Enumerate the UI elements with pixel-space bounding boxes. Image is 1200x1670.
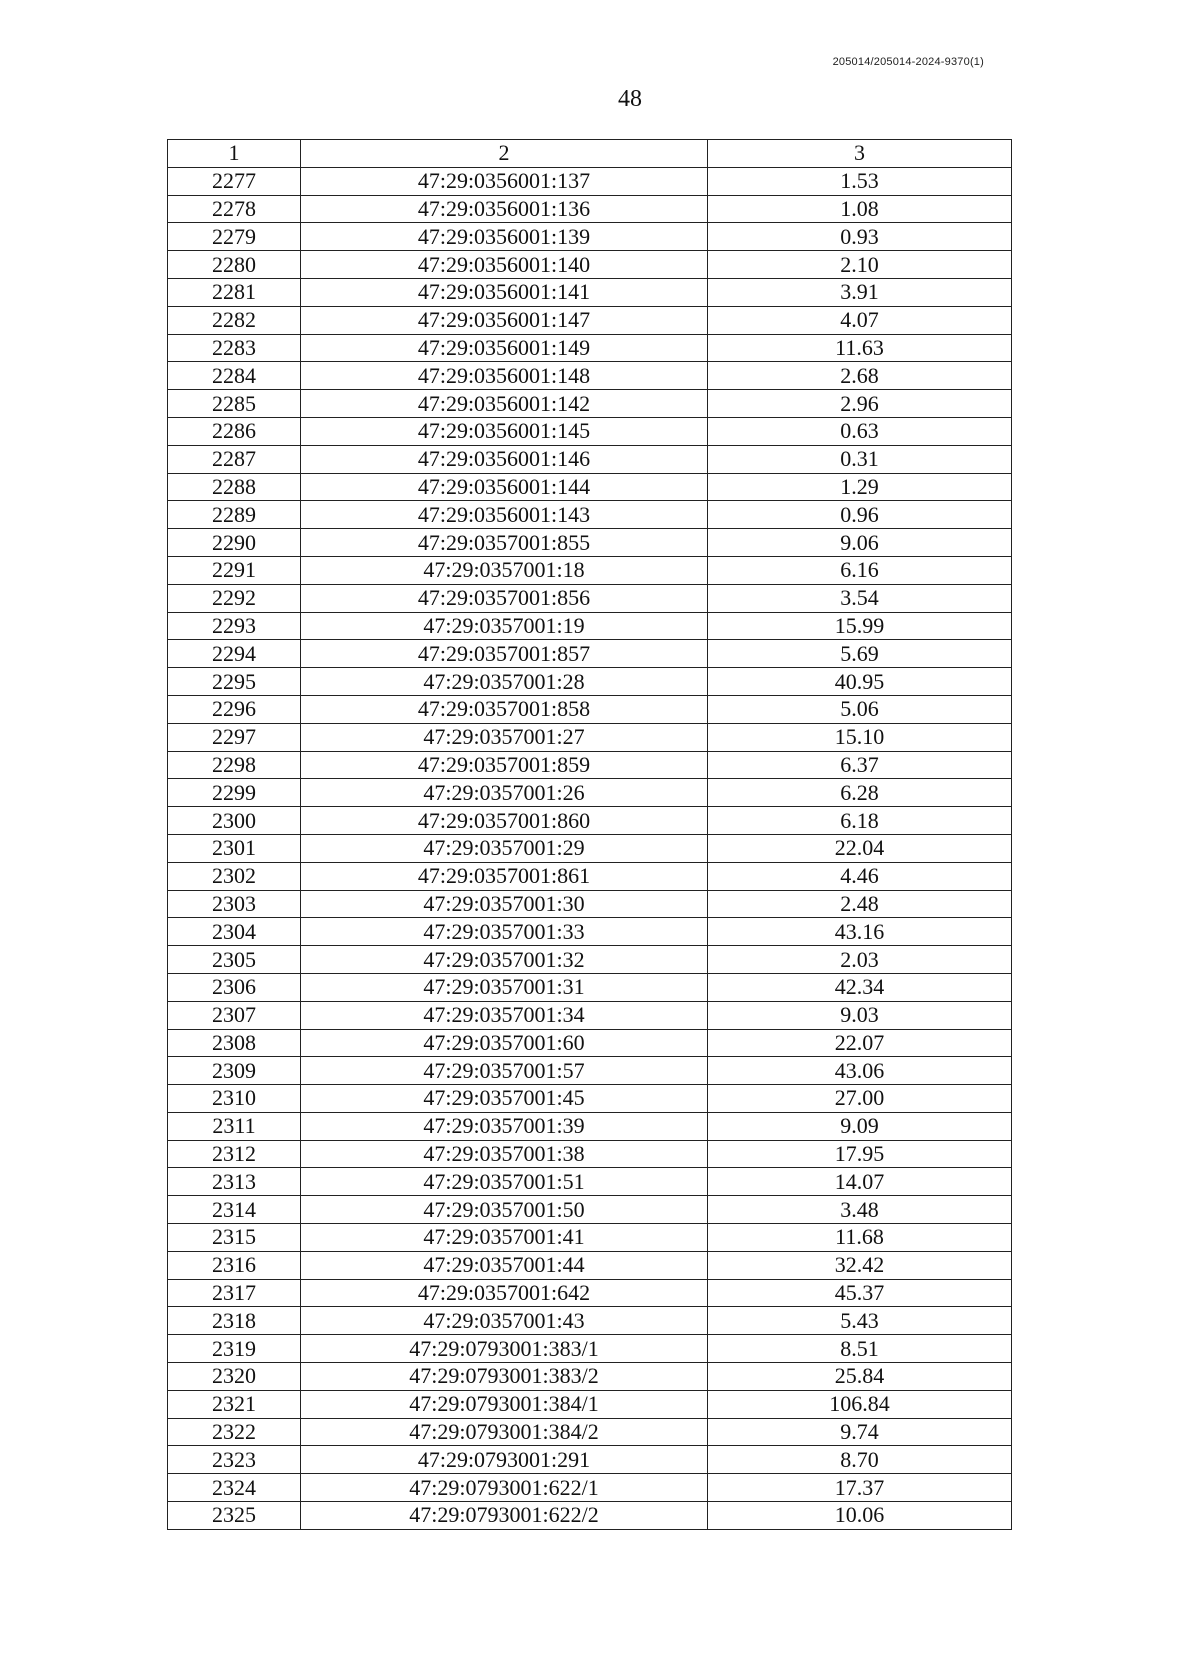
cadastral-number-cell: 47:29:0357001:30: [301, 890, 708, 918]
cadastral-number-cell: 47:29:0356001:144: [301, 473, 708, 501]
cadastral-number-cell: 47:29:0356001:145: [301, 417, 708, 445]
cadastral-number-cell: 47:29:0793001:622/2: [301, 1502, 708, 1530]
value-cell: 11.63: [708, 334, 1012, 362]
value-cell: 9.06: [708, 529, 1012, 557]
cadastral-number-cell: 47:29:0356001:143: [301, 501, 708, 529]
table-body: [168, 140, 1012, 1530]
column-header: 1: [168, 140, 301, 168]
row-number-cell: 2303: [168, 890, 301, 918]
cadastral-number-cell: 47:29:0356001:141: [301, 278, 708, 306]
column-header: 3: [708, 140, 1012, 168]
cadastral-number-cell: 47:29:0356001:149: [301, 334, 708, 362]
row-number-cell: 2281: [168, 278, 301, 306]
data-table: [167, 139, 1012, 1530]
cadastral-number-cell: 47:29:0357001:856: [301, 584, 708, 612]
cadastral-number-cell: 47:29:0357001:50: [301, 1196, 708, 1224]
row-number-cell: 2319: [168, 1335, 301, 1363]
value-cell: 1.29: [708, 473, 1012, 501]
table-row: [168, 1224, 1012, 1252]
cadastral-number-cell: 47:29:0357001:858: [301, 695, 708, 723]
value-cell: 32.42: [708, 1251, 1012, 1279]
value-cell: 4.46: [708, 862, 1012, 890]
table-row: [168, 918, 1012, 946]
cadastral-number-cell: 47:29:0357001:41: [301, 1224, 708, 1252]
value-cell: 45.37: [708, 1279, 1012, 1307]
value-cell: 1.53: [708, 167, 1012, 195]
cadastral-number-cell: 47:29:0793001:384/1: [301, 1390, 708, 1418]
cadastral-number-cell: 47:29:0793001:291: [301, 1446, 708, 1474]
row-number-cell: 2316: [168, 1251, 301, 1279]
table-row: [168, 807, 1012, 835]
table-row: [168, 1390, 1012, 1418]
row-number-cell: 2309: [168, 1057, 301, 1085]
cadastral-number-cell: 47:29:0357001:26: [301, 779, 708, 807]
row-number-cell: 2288: [168, 473, 301, 501]
cadastral-number-cell: 47:29:0357001:45: [301, 1085, 708, 1113]
value-cell: 0.93: [708, 223, 1012, 251]
table-row: [168, 584, 1012, 612]
table-row: [168, 723, 1012, 751]
value-cell: 11.68: [708, 1224, 1012, 1252]
cadastral-number-cell: 47:29:0357001:43: [301, 1307, 708, 1335]
table-row: [168, 1029, 1012, 1057]
value-cell: 25.84: [708, 1363, 1012, 1391]
value-cell: 9.74: [708, 1418, 1012, 1446]
cadastral-number-cell: 47:29:0357001:861: [301, 862, 708, 890]
table-row: [168, 1196, 1012, 1224]
data-table-container: [167, 139, 1011, 1530]
value-cell: 40.95: [708, 668, 1012, 696]
cadastral-number-cell: 47:29:0357001:57: [301, 1057, 708, 1085]
table-row: [168, 1168, 1012, 1196]
table-row: [168, 334, 1012, 362]
value-cell: 17.95: [708, 1140, 1012, 1168]
value-cell: 8.51: [708, 1335, 1012, 1363]
value-cell: 5.06: [708, 695, 1012, 723]
value-cell: 5.43: [708, 1307, 1012, 1335]
cadastral-number-cell: 47:29:0357001:29: [301, 834, 708, 862]
row-number-cell: 2280: [168, 251, 301, 279]
cadastral-number-cell: 47:29:0357001:28: [301, 668, 708, 696]
table-row: [168, 1307, 1012, 1335]
cadastral-number-cell: 47:29:0357001:642: [301, 1279, 708, 1307]
row-number-cell: 2320: [168, 1363, 301, 1391]
table-row: [168, 1279, 1012, 1307]
value-cell: 22.04: [708, 834, 1012, 862]
table-row: [168, 1085, 1012, 1113]
row-number-cell: 2315: [168, 1224, 301, 1252]
value-cell: 15.10: [708, 723, 1012, 751]
value-cell: 2.10: [708, 251, 1012, 279]
row-number-cell: 2287: [168, 445, 301, 473]
row-number-cell: 2312: [168, 1140, 301, 1168]
column-header: 2: [301, 140, 708, 168]
value-cell: 106.84: [708, 1390, 1012, 1418]
value-cell: 22.07: [708, 1029, 1012, 1057]
table-row: [168, 473, 1012, 501]
table-row: [168, 1474, 1012, 1502]
table-row: [168, 890, 1012, 918]
value-cell: 6.16: [708, 556, 1012, 584]
row-number-cell: 2301: [168, 834, 301, 862]
row-number-cell: 2306: [168, 973, 301, 1001]
cadastral-number-cell: 47:29:0357001:34: [301, 1001, 708, 1029]
table-row: [168, 390, 1012, 418]
table-row: [168, 1446, 1012, 1474]
row-number-cell: 2305: [168, 946, 301, 974]
table-row: [168, 362, 1012, 390]
cadastral-number-cell: 47:29:0357001:44: [301, 1251, 708, 1279]
table-row: [168, 1001, 1012, 1029]
value-cell: 0.31: [708, 445, 1012, 473]
row-number-cell: 2296: [168, 695, 301, 723]
row-number-cell: 2313: [168, 1168, 301, 1196]
cadastral-number-cell: 47:29:0356001:137: [301, 167, 708, 195]
value-cell: 2.96: [708, 390, 1012, 418]
table-row: [168, 1335, 1012, 1363]
table-row: [168, 251, 1012, 279]
cadastral-number-cell: 47:29:0357001:39: [301, 1112, 708, 1140]
table-row: [168, 862, 1012, 890]
row-number-cell: 2282: [168, 306, 301, 334]
value-cell: 14.07: [708, 1168, 1012, 1196]
cadastral-number-cell: 47:29:0356001:140: [301, 251, 708, 279]
table-row: [168, 1418, 1012, 1446]
value-cell: 6.28: [708, 779, 1012, 807]
value-cell: 15.99: [708, 612, 1012, 640]
value-cell: 9.09: [708, 1112, 1012, 1140]
value-cell: 3.48: [708, 1196, 1012, 1224]
row-number-cell: 2321: [168, 1390, 301, 1418]
value-cell: 4.07: [708, 306, 1012, 334]
value-cell: 27.00: [708, 1085, 1012, 1113]
table-row: [168, 668, 1012, 696]
cadastral-number-cell: 47:29:0357001:19: [301, 612, 708, 640]
table-row: [168, 946, 1012, 974]
row-number-cell: 2297: [168, 723, 301, 751]
row-number-cell: 2298: [168, 751, 301, 779]
row-number-cell: 2318: [168, 1307, 301, 1335]
table-row: [168, 640, 1012, 668]
table-row: [168, 1140, 1012, 1168]
cadastral-number-cell: 47:29:0357001:859: [301, 751, 708, 779]
row-number-cell: 2304: [168, 918, 301, 946]
row-number-cell: 2279: [168, 223, 301, 251]
cadastral-number-cell: 47:29:0356001:147: [301, 306, 708, 334]
cadastral-number-cell: 47:29:0357001:33: [301, 918, 708, 946]
cadastral-number-cell: 47:29:0356001:142: [301, 390, 708, 418]
table-row: [168, 306, 1012, 334]
cadastral-number-cell: 47:29:0357001:32: [301, 946, 708, 974]
row-number-cell: 2308: [168, 1029, 301, 1057]
row-number-cell: 2283: [168, 334, 301, 362]
cadastral-number-cell: 47:29:0356001:139: [301, 223, 708, 251]
row-number-cell: 2289: [168, 501, 301, 529]
table-row: [168, 278, 1012, 306]
row-number-cell: 2307: [168, 1001, 301, 1029]
value-cell: 2.48: [708, 890, 1012, 918]
value-cell: 43.16: [708, 918, 1012, 946]
table-row: [168, 779, 1012, 807]
cadastral-number-cell: 47:29:0357001:857: [301, 640, 708, 668]
row-number-cell: 2314: [168, 1196, 301, 1224]
cadastral-number-cell: 47:29:0357001:60: [301, 1029, 708, 1057]
table-row: [168, 1363, 1012, 1391]
value-cell: 3.54: [708, 584, 1012, 612]
row-number-cell: 2292: [168, 584, 301, 612]
table-row: [168, 612, 1012, 640]
value-cell: 5.69: [708, 640, 1012, 668]
cadastral-number-cell: 47:29:0356001:146: [301, 445, 708, 473]
row-number-cell: 2286: [168, 417, 301, 445]
value-cell: 6.37: [708, 751, 1012, 779]
table-row: [168, 1502, 1012, 1530]
value-cell: 0.63: [708, 417, 1012, 445]
value-cell: 1.08: [708, 195, 1012, 223]
row-number-cell: 2324: [168, 1474, 301, 1502]
cadastral-number-cell: 47:29:0357001:38: [301, 1140, 708, 1168]
row-number-cell: 2323: [168, 1446, 301, 1474]
value-cell: 42.34: [708, 973, 1012, 1001]
row-number-cell: 2278: [168, 195, 301, 223]
value-cell: 6.18: [708, 807, 1012, 835]
row-number-cell: 2293: [168, 612, 301, 640]
table-header-row: [168, 140, 1012, 168]
cadastral-number-cell: 47:29:0357001:27: [301, 723, 708, 751]
value-cell: 0.96: [708, 501, 1012, 529]
cadastral-number-cell: 47:29:0356001:136: [301, 195, 708, 223]
cadastral-number-cell: 47:29:0793001:383/2: [301, 1363, 708, 1391]
table-row: [168, 1251, 1012, 1279]
cadastral-number-cell: 47:29:0793001:383/1: [301, 1335, 708, 1363]
cadastral-number-cell: 47:29:0793001:384/2: [301, 1418, 708, 1446]
value-cell: 43.06: [708, 1057, 1012, 1085]
table-row: [168, 445, 1012, 473]
cadastral-number-cell: 47:29:0357001:18: [301, 556, 708, 584]
table-row: [168, 973, 1012, 1001]
table-row: [168, 529, 1012, 557]
table-row: [168, 556, 1012, 584]
document-id: 205014/205014-2024-9370(1): [832, 56, 984, 68]
table-row: [168, 501, 1012, 529]
table-row: [168, 1057, 1012, 1085]
table-row: [168, 167, 1012, 195]
row-number-cell: 2291: [168, 556, 301, 584]
row-number-cell: 2277: [168, 167, 301, 195]
value-cell: 17.37: [708, 1474, 1012, 1502]
cadastral-number-cell: 47:29:0793001:622/1: [301, 1474, 708, 1502]
table-row: [168, 834, 1012, 862]
table-row: [168, 223, 1012, 251]
row-number-cell: 2300: [168, 807, 301, 835]
row-number-cell: 2299: [168, 779, 301, 807]
row-number-cell: 2325: [168, 1502, 301, 1530]
cadastral-number-cell: 47:29:0356001:148: [301, 362, 708, 390]
cadastral-number-cell: 47:29:0357001:51: [301, 1168, 708, 1196]
table-row: [168, 417, 1012, 445]
row-number-cell: 2322: [168, 1418, 301, 1446]
value-cell: 3.91: [708, 278, 1012, 306]
table-row: [168, 1112, 1012, 1140]
row-number-cell: 2285: [168, 390, 301, 418]
value-cell: 8.70: [708, 1446, 1012, 1474]
value-cell: 10.06: [708, 1502, 1012, 1530]
cadastral-number-cell: 47:29:0357001:855: [301, 529, 708, 557]
row-number-cell: 2310: [168, 1085, 301, 1113]
cadastral-number-cell: 47:29:0357001:31: [301, 973, 708, 1001]
value-cell: 2.03: [708, 946, 1012, 974]
row-number-cell: 2295: [168, 668, 301, 696]
page-number: 48: [618, 86, 642, 112]
row-number-cell: 2290: [168, 529, 301, 557]
value-cell: 2.68: [708, 362, 1012, 390]
row-number-cell: 2317: [168, 1279, 301, 1307]
table-row: [168, 751, 1012, 779]
row-number-cell: 2284: [168, 362, 301, 390]
row-number-cell: 2311: [168, 1112, 301, 1140]
cadastral-number-cell: 47:29:0357001:860: [301, 807, 708, 835]
table-row: [168, 195, 1012, 223]
table-row: [168, 695, 1012, 723]
row-number-cell: 2302: [168, 862, 301, 890]
value-cell: 9.03: [708, 1001, 1012, 1029]
row-number-cell: 2294: [168, 640, 301, 668]
